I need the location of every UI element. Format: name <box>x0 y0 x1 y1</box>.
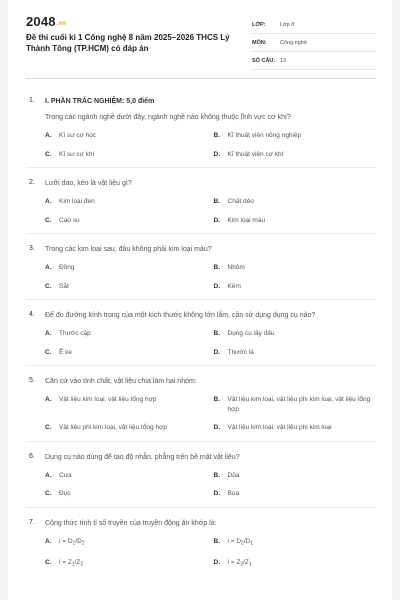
option-grid <box>45 263 376 291</box>
option-text: Dũa <box>227 471 240 479</box>
question-body <box>45 245 376 291</box>
exam-page <box>8 0 392 600</box>
option-grid <box>45 131 376 159</box>
option-letter: D. <box>213 490 220 497</box>
option-d[interactable] <box>214 150 377 160</box>
option-letter: B. <box>213 198 220 205</box>
option-text: Đồng <box>59 264 75 271</box>
question-5 <box>26 366 376 442</box>
option-text: Cưa <box>59 471 72 479</box>
question-body <box>45 453 376 499</box>
option-b[interactable] <box>214 471 377 481</box>
option-text: Kĩ thuật viên cơ khí <box>227 150 284 158</box>
option-text: Thước lá <box>227 348 254 356</box>
question-body <box>45 377 376 433</box>
question-number: 3. <box>29 245 35 252</box>
question-number: 4. <box>29 311 35 318</box>
option-letter: D. <box>213 216 220 224</box>
option-letter: C. <box>45 216 52 224</box>
question-body <box>45 519 376 570</box>
meta-table <box>252 16 376 70</box>
question-number: 1. <box>29 97 35 104</box>
option-a[interactable] <box>45 131 208 141</box>
option-a[interactable] <box>45 537 208 549</box>
option-text: Thước cặp <box>59 330 91 337</box>
logo-suffix: .vn <box>56 21 67 27</box>
option-text: Kim loại màu <box>227 216 266 224</box>
question-2 <box>26 168 376 234</box>
meta-key: LỚP: <box>252 21 266 28</box>
option-letter: C. <box>45 558 52 566</box>
option-c[interactable] <box>45 348 208 358</box>
section-heading: I. PHẦN TRẮC NGHIỆM: 5,0 điểm <box>45 98 155 105</box>
option-text: Vật liệu kim loại, vật liệu tổng hợp <box>59 396 157 403</box>
option-b[interactable] <box>214 197 377 207</box>
option-letter: C. <box>45 348 52 356</box>
question-body <box>45 97 376 159</box>
question-text: Căn cứ vào tính chất, vật liệu chia làm hai nhóm: <box>45 378 197 385</box>
option-letter: B. <box>213 396 220 403</box>
option-text: Búa <box>227 490 240 497</box>
question-text: Trong các kim loại sau, đâu không phải kim loại màu? <box>45 246 212 253</box>
meta-row-class <box>252 16 376 34</box>
meta-row-subject <box>252 34 376 52</box>
option-letter: A. <box>45 132 52 139</box>
option-c[interactable] <box>45 489 208 499</box>
option-d[interactable] <box>214 348 377 358</box>
option-text: Kĩ sư cơ học <box>59 132 97 139</box>
option-text: Vật liệu kim loại, vật liệu phi kim loại, vật liệu tổng hợp <box>227 396 371 413</box>
option-letter: D. <box>213 282 220 290</box>
option-d[interactable] <box>214 282 377 292</box>
question-number: 7. <box>29 518 35 526</box>
question-text: Dụng cụ nào dùng để tạo độ nhẵn, phẳng trên bề mặt vật liệu? <box>45 453 240 461</box>
option-letter: C. <box>45 424 52 431</box>
option-letter: C. <box>45 490 52 497</box>
site-logo[interactable] <box>26 14 231 29</box>
option-b[interactable] <box>214 395 377 414</box>
option-letter: D. <box>213 348 220 356</box>
meta-value: 13 <box>280 57 287 64</box>
option-grid <box>45 197 376 225</box>
option-text: Vật liệu phi kim loại, vật liệu tổng hợp <box>59 424 167 431</box>
option-b[interactable] <box>214 329 377 339</box>
logo-text: 2048 <box>26 14 56 29</box>
option-b[interactable] <box>214 131 377 141</box>
option-b[interactable] <box>214 263 377 273</box>
option-a[interactable] <box>45 395 208 414</box>
question-text: Trong các ngành nghề dưới đây, ngành nghề nào không thuộc lĩnh vực cơ khí? <box>45 114 291 121</box>
option-d[interactable] <box>214 423 377 433</box>
question-4 <box>26 300 376 366</box>
option-letter: A. <box>45 330 52 337</box>
option-text: Đục <box>59 490 71 497</box>
option-text: Dụng cụ lấy dấu <box>227 330 275 337</box>
option-text: Ê ke <box>59 348 73 356</box>
option-text: Kĩ sư cơ khí <box>59 150 95 158</box>
option-d[interactable] <box>214 558 377 570</box>
option-b[interactable] <box>214 537 377 549</box>
option-letter: B. <box>213 471 220 479</box>
option-formula: $i = D_1/D_2$ <box>59 537 85 546</box>
meta-row-count <box>252 52 376 70</box>
option-c[interactable] <box>45 282 208 292</box>
option-formula: $i = Z_2/Z_1$ <box>227 558 252 567</box>
option-letter: D. <box>213 424 220 431</box>
question-6 <box>26 442 376 508</box>
question-text: Để đo đường kính trong của một kích thước không lớn lắm, cần sử dụng dụng cụ nào? <box>45 312 316 319</box>
option-c[interactable] <box>45 150 208 160</box>
question-text: Lưỡi dao, kéo là vật liệu gì? <box>45 180 132 187</box>
question-number: 5. <box>29 377 35 384</box>
question-text: Công thức tính tỉ số truyền của truyền động ăn khớp là: <box>45 519 217 527</box>
meta-key: MÔN: <box>252 39 267 46</box>
question-3 <box>26 234 376 300</box>
option-grid <box>45 471 376 499</box>
option-formula: $i = Z_1/Z_2$ <box>59 558 84 567</box>
option-text: Cao su <box>59 216 80 224</box>
option-a[interactable] <box>45 329 208 339</box>
option-letter: D. <box>213 150 220 158</box>
document-title: Đề thi cuối kì 1 Công nghệ 8 năm 2025–2026 THCS Lý Thành Tông (TP.HCM) có đáp án <box>26 33 230 53</box>
option-text: Kẽm <box>227 282 241 290</box>
option-letter: D. <box>213 558 220 566</box>
option-d[interactable] <box>214 216 377 226</box>
option-formula: $i = D_2/D_1$ <box>227 537 254 546</box>
option-a[interactable] <box>45 471 208 481</box>
option-text: Kĩ thuật viên nông nghiệp <box>227 132 302 139</box>
question-7 <box>26 508 376 578</box>
question-number: 2. <box>29 179 35 186</box>
question-body <box>45 179 376 225</box>
option-letter: A. <box>45 264 52 271</box>
question-body <box>45 311 376 357</box>
option-grid <box>45 395 376 433</box>
meta-key: SỐ CÂU: <box>252 57 276 64</box>
option-a[interactable] <box>45 263 208 273</box>
option-c[interactable] <box>45 558 208 570</box>
option-letter: A. <box>45 537 52 545</box>
option-grid <box>45 537 376 570</box>
option-letter: A. <box>45 198 52 205</box>
option-text: Chất dẻo <box>227 198 254 205</box>
option-letter: A. <box>45 471 52 479</box>
option-letter: C. <box>45 150 52 158</box>
question-list <box>26 86 376 578</box>
meta-value: Lớp 8 <box>280 21 295 28</box>
option-text: Vật liệu kim loại, vật liệu phi kim loại <box>227 424 332 431</box>
option-letter: B. <box>213 132 220 139</box>
option-text: Sắt <box>59 282 69 290</box>
option-letter: B. <box>213 537 220 545</box>
header-divider <box>26 78 376 79</box>
option-letter: B. <box>213 264 220 271</box>
option-letter: A. <box>45 396 52 403</box>
option-grid <box>45 329 376 357</box>
option-c[interactable] <box>45 216 208 226</box>
option-a[interactable] <box>45 197 208 207</box>
option-text: Nhôm <box>227 264 245 271</box>
question-number: 6. <box>29 452 35 460</box>
header-left <box>26 14 231 54</box>
option-text: Kim loại đen <box>59 198 95 205</box>
option-letter: C. <box>45 282 52 290</box>
option-d[interactable] <box>214 489 377 499</box>
page-header <box>26 14 376 70</box>
option-c[interactable] <box>45 423 208 433</box>
option-letter: B. <box>213 330 220 337</box>
question-1 <box>26 86 376 168</box>
meta-value: Công nghệ <box>280 39 307 46</box>
